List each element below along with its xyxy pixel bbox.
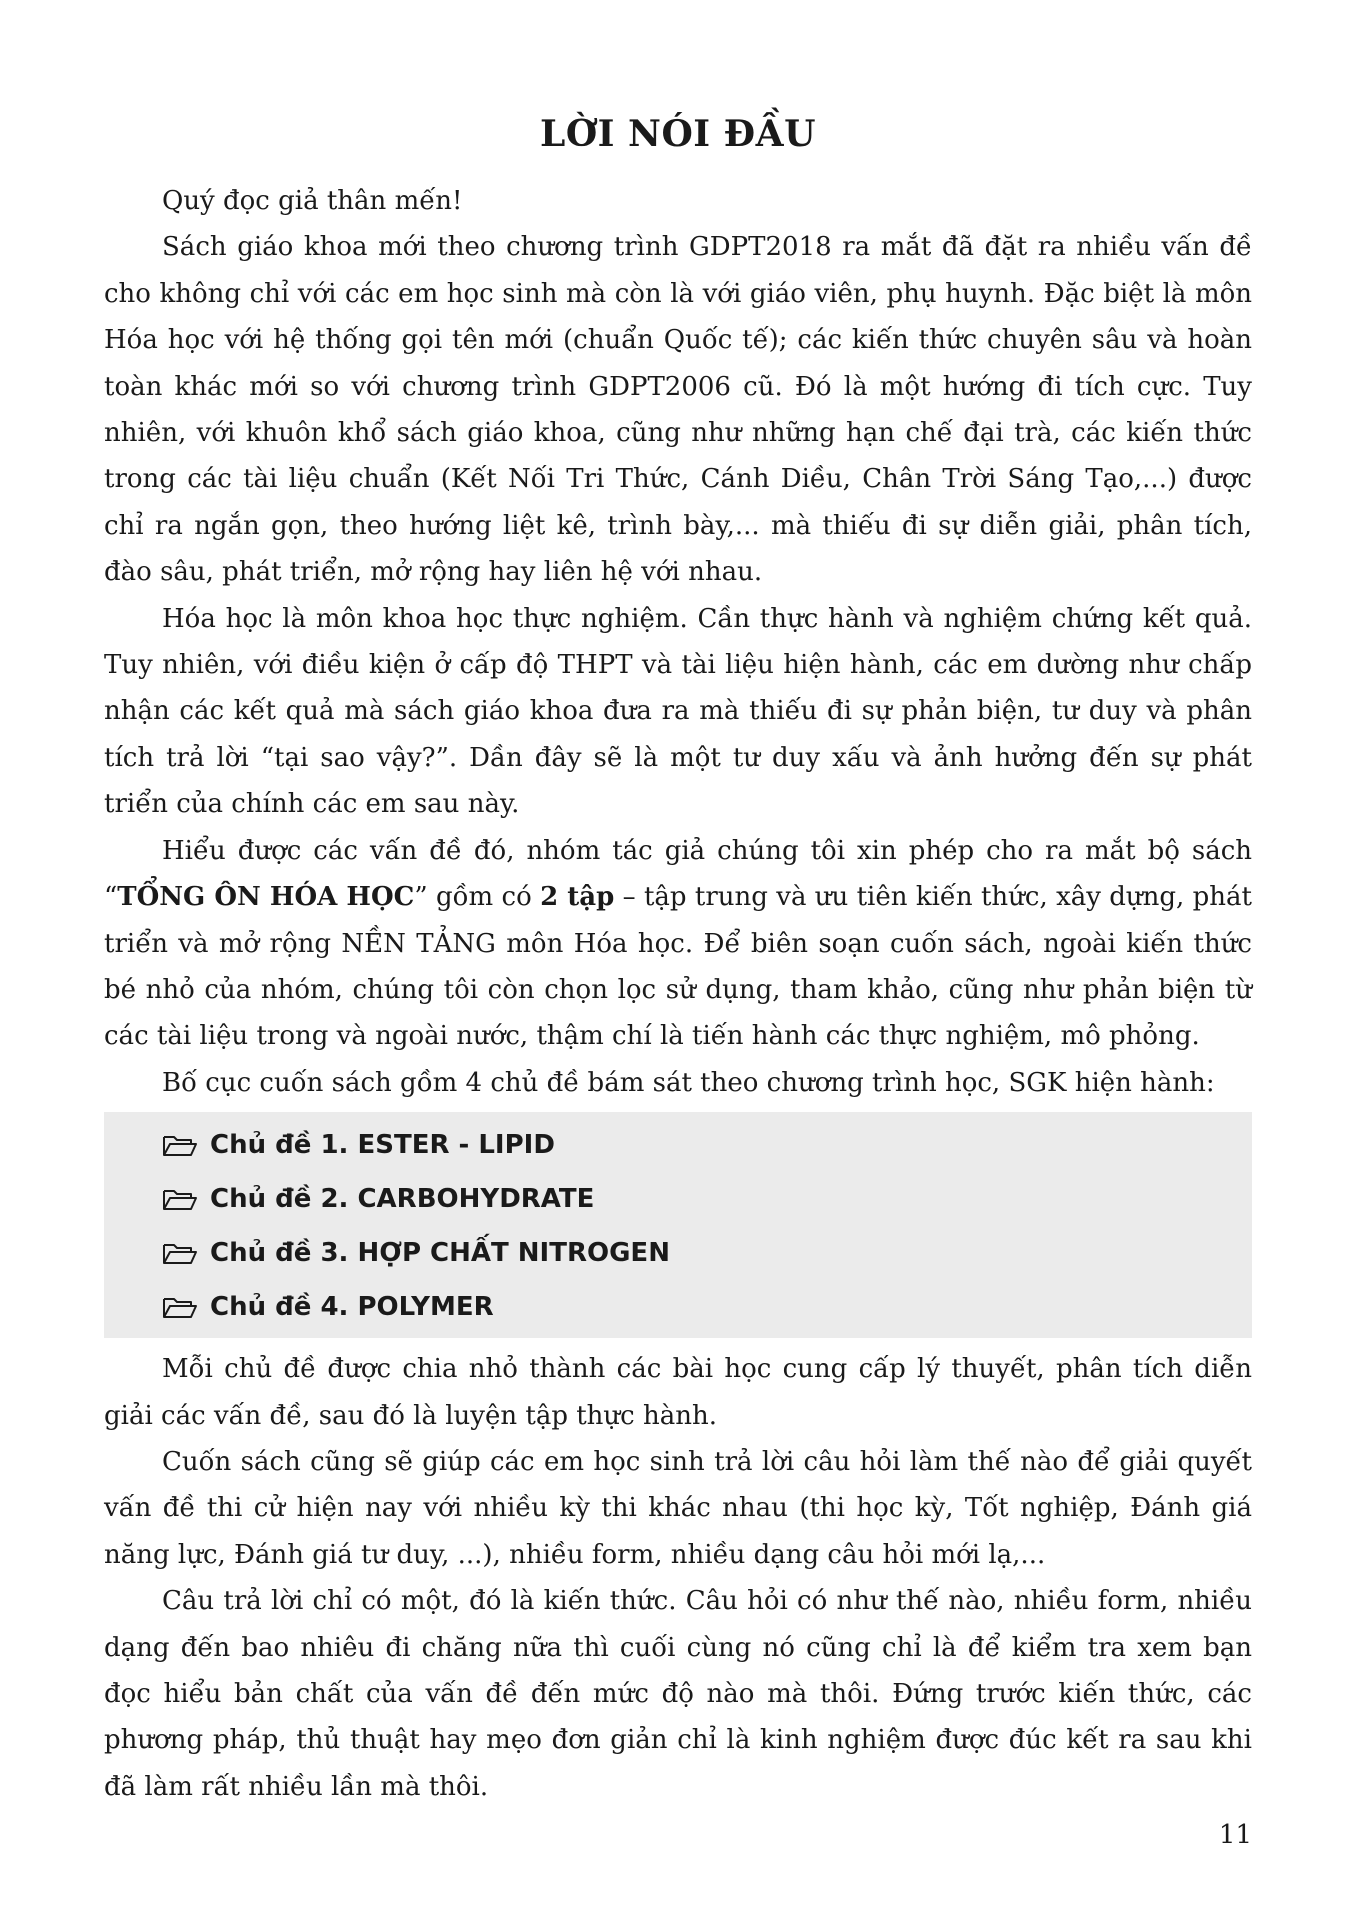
topic-label: Chủ đề 3. HỢP CHẤT NITROGEN xyxy=(210,1238,670,1269)
paragraph-2: Hóa học là môn khoa học thực nghiệm. Cần thực hành và nghiệm chứng kết quả. Tuy nhiên, với điều kiện ở cấp độ THPT và tài liệu hiện hành, các em dường như chấp nhận các kết quả mà sách giáo khoa đưa ra mà thiếu đi sự phản biện, tư duy và phân tích trả lời “tại sao vậy?”. Dần đây sẽ là một tư duy xấu và ảnh hưởng đến sự phát triển của chính các em sau này. xyxy=(104,603,1252,820)
topic-item xyxy=(162,1118,1252,1172)
topic-label: Chủ đề 2. CARBOHYDRATE xyxy=(210,1184,595,1215)
book-title: TỔNG ÔN HÓA HỌC xyxy=(117,882,415,913)
greeting: Quý đọc giả thân mến! xyxy=(162,186,463,216)
paragraph-5: Mỗi chủ đề được chia nhỏ thành các bài học cung cấp lý thuyết, phân tích diễn giải các vấn đề, sau đó là luyện tập thực hành. xyxy=(104,1354,1252,1431)
page-number: 11 xyxy=(1218,1820,1252,1850)
document-page xyxy=(104,108,1252,1810)
folder-icon xyxy=(162,1187,198,1211)
topic-label: Chủ đề 4. POLYMER xyxy=(210,1292,494,1323)
paragraph-1: Sách giáo khoa mới theo chương trình GDPT2018 ra mắt đã đặt ra nhiều vấn đề cho không chỉ với các em học sinh mà còn là với giáo viên, phụ huynh. Đặc biệt là môn Hóa học với hệ thống gọi tên mới (chuẩn Quốc tế); các kiến thức chuyên sâu và hoàn toàn khác mới so với chương trình GDPT2006 cũ. Đó là một hướng đi tích cực. Tuy nhiên, với khuôn khổ sách giáo khoa, cũng như những hạn chế đại trà, các kiến thức trong các tài liệu chuẩn (Kết Nối Tri Thức, Cánh Diều, Chân Trời Sáng Tạo,...) được chỉ ra ngắn gọn, theo hướng liệt kê, trình bày,... mà thiếu đi sự diễn giải, phân tích, đào sâu, phát triển, mở rộng hay liên hệ với nhau. xyxy=(104,232,1252,588)
paragraph-3-part-3: – tập trung và ưu tiên kiến thức, xây dựng, phát triển và mở rộng NỀN TẢNG môn Hóa học. Để biên soạn cuốn sách, ngoài kiến thức bé nhỏ của nhóm, chúng tôi còn chọn lọc sử dụng, tham khảo, cũng như phản biện từ các tài liệu trong và ngoài nước, thậm chí là tiến hành các thực nghiệm, mô phỏng. xyxy=(104,882,1252,1052)
topic-list xyxy=(104,1112,1252,1338)
page-title: LỜI NÓI ĐẦU xyxy=(540,113,816,155)
paragraph-4: Bố cục cuốn sách gồm 4 chủ đề bám sát theo chương trình học, SGK hiện hành: xyxy=(162,1067,1215,1098)
topic-item xyxy=(162,1280,1252,1334)
paragraph-6: Cuốn sách cũng sẽ giúp các em học sinh trả lời câu hỏi làm thế nào để giải quyết vấn đề thi cử hiện nay với nhiều kỳ thi khác nhau (thi học kỳ, Tốt nghiệp, Đánh giá năng lực, Đánh giá tư duy, ...), nhiều form, nhiều dạng câu hỏi mới lạ,... xyxy=(104,1446,1252,1570)
folder-icon xyxy=(162,1133,198,1157)
folder-icon xyxy=(162,1241,198,1265)
paragraph-3 xyxy=(104,828,1252,1060)
volume-count: 2 tập xyxy=(540,882,615,913)
paragraph-3-part-2: ” gồm có xyxy=(414,882,541,913)
paragraph-7: Câu trả lời chỉ có một, đó là kiến thức. Câu hỏi có như thế nào, nhiều form, nhiều dạng đến bao nhiêu đi chăng nữa thì cuối cùng nó cũng chỉ là để kiểm tra xem bạn đọc hiểu bản chất của vấn đề đến mức độ nào mà thôi. Đứng trước kiến thức, các phương pháp, thủ thuật hay mẹo đơn giản chỉ là kinh nghiệm được đúc kết ra sau khi đã làm rất nhiều lần mà thôi. xyxy=(104,1586,1252,1802)
topic-label: Chủ đề 1. ESTER - LIPID xyxy=(210,1130,555,1161)
paragraph-3-part-1: Hiểu được các vấn đề đó, nhóm tác giả chúng tôi xin phép cho ra mắt bộ sách “ xyxy=(104,835,1252,913)
topic-item xyxy=(162,1172,1252,1226)
topic-item xyxy=(162,1226,1252,1280)
folder-icon xyxy=(162,1295,198,1319)
